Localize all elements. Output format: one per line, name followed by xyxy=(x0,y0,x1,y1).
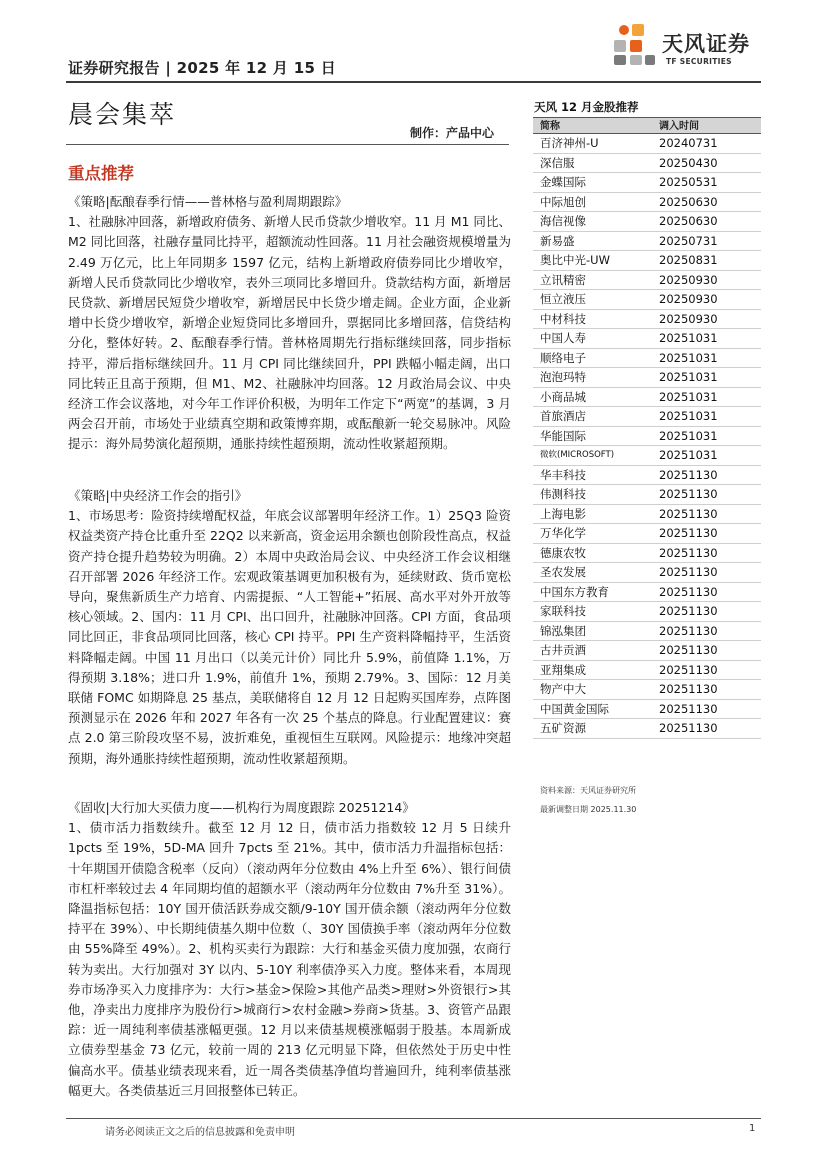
table-row xyxy=(533,641,761,661)
logo-icon xyxy=(610,20,658,68)
stock-name: 深信服 xyxy=(540,155,575,170)
entry-date: 20251130 xyxy=(659,487,718,501)
stock-name: 中国黄金国际 xyxy=(540,701,609,716)
table-row xyxy=(533,602,761,622)
entry-date: 20251130 xyxy=(659,565,718,579)
stock-name: 中材科技 xyxy=(540,311,586,326)
entry-date: 20251130 xyxy=(659,506,718,521)
article-title: 《策略|酝酿春季行情——普林格与盈利周期跟踪》 xyxy=(68,194,348,209)
table-row xyxy=(533,271,761,291)
table-row xyxy=(533,622,761,642)
entry-date: 20251130 xyxy=(659,467,718,482)
entry-date: 20251031 xyxy=(659,331,718,345)
article-body: 1、债市活力指数续升。截至 12 月 12 日，债市活力指数较 12 月 5 日续升 1pcts 至 19%，5D-MA 回升 7pcts 至 21%。其中，债市活力升温指标包括：十年期国开债隐含税率（反向）（滚动两年分位数由 4%上升至 6%）、银行间债市杠杆率较过去 4 年同期均值的超额水平（滚动两年分位数由 7%升至 31%）。降温指标包括：10Y 国开债活跃券成交额/9-10Y 国开债余额（滚动两年分位数持平在 39%）、中长期纯债基久期中位数（、30Y 国债换手率（滚动两年分位数由 55%降至 49%）。2、机构买卖行为跟踪：大行和基金买债力度加强，农商行转为卖出。大行加强对 3Y 以内、5-10Y 利率债净买入力度。整体来看，本周现券市场净买入力度排序为：大行>基金>保险>其他产品类>理财>外资银行>其他，净卖出力度排序为股份行>城商行>农村金融>券商>货基。3、资管产品跟踪：近一周纯利率债基涨幅更强。12 月以来债基规模涨幅弱于股基。本周新成立债券型基金 73 亿元，较前一周的 213 亿元明显下降，但依然处于历史中性偏高水平。债基业绩表现来看，近一周各类债基净值均普遍回升，纯利率债基涨幅更大。各类债基近三月回报整体已转正。 xyxy=(68,820,511,1098)
stock-name: 小商品城 xyxy=(540,389,586,404)
table-row xyxy=(533,407,761,427)
stock-name: 奥比中光-UW xyxy=(540,253,610,267)
table-row xyxy=(533,290,761,310)
column-header-date: 调入时间 xyxy=(659,121,699,132)
article-body: 1、社融脉冲回落，新增政府债务、新增人民币贷款少增收窄。11 月 M1 同比、M2 同比回落，社融存量同比持平，超额流动性回落。11 月社会融资规模增量为 2.49 万亿元，比上年同期多 1597 亿元，结构上新增政府债券同比少增收窄，新增人民币贷款同比少增收窄，表外三项同比多增回升。贷款结构方面，新增居民贷款、新增居民短贷少增收窄，新增居民中长贷少增走阔。企业方面，企业新增中长贷少增收窄，新增企业短贷同比多增回升，票据同比多增回落，信贷结构分化，整体好转。2、酝酿春季行情。普林格周期先行指标继续回落，同步指标持平，滞后指标继续回升。11 月 CPI 同比继续回升，PPI 跌幅小幅走阔，出口同比转正且高于预期，但 M1、M2、社融脉冲均回落。12 月政治局会议、中央经济工作会议落地，对今年工作评价积极，为明年工作定下“两宽”的基调，3 月两会召开前，市场处于业绩真空期和政策博弈期，或酝酿新一轮交易脉冲。风险提示：海外局势演化超预期，通胀持续性超预期，流动性收紧超预期。 xyxy=(68,214,511,452)
article-body: 1、市场思考：险资持续增配权益，年底会议部署明年经济工作。1）25Q3 险资权益类资产持仓比重升至 22Q2 以来新高，资金运用余额也创阶段性高点，权益资产持仓提升趋势较为明确。2）本周中央政治局会议、中央经济工作会议相继召开部署 2026 年经济工作。宏观政策基调更加积极有为，延续财政、货币宽松导向，聚焦新质生产力培育、内需提振、“人工智能+”拓展、高水平对外开放等核心领域。2、国内：11 月 CPI、出口回升，社融脉冲回落。CPI 方面，食品项同比回正，非食品项同比回落，核心 CPI 持平。PPI 生产资料降幅持平，生活资料降幅走阔。中国 11 月出口（以美元计价）同比升 5.9%，前值降 1.1%，万得预期 3.18%；进口升 1.9%，前值升 1%，预期 2.79%。3、国际：12 月美联储 FOMC 如期降息 25 基点，美联储将自 12 月 12 日起购买国库券，点阵图预测显示在 2026 年和 2027 年各有一次 25 个基点的降息。行业配置建议：赛点 2.0 第三阶段攻坚不易，波折难免，重视恒生互联网。风险提示：地缘冲突超预期，海外通胀持续性超预期，流动性收紧超预期。 xyxy=(68,508,511,766)
article-3 xyxy=(68,798,511,1101)
stock-name: 泡泡玛特 xyxy=(540,370,586,384)
table-update-date: 最新调整日期 2025.11.30 xyxy=(540,805,637,814)
table-title: 天风 12 月金股推荐 xyxy=(534,100,639,114)
golden-stock-table xyxy=(533,98,761,739)
table-row xyxy=(533,544,761,564)
entry-date: 20250930 xyxy=(659,272,718,287)
stock-name: 万华化学 xyxy=(540,526,586,540)
entry-date: 20250531 xyxy=(659,175,718,189)
stock-name: 中国人寿 xyxy=(540,331,586,345)
stock-name: 伟测科技 xyxy=(540,487,586,501)
stock-name: 五矿资源 xyxy=(540,721,586,735)
entry-date: 20250630 xyxy=(659,214,718,228)
entry-date: 20251130 xyxy=(659,604,718,618)
page-number: 1 xyxy=(749,1123,756,1134)
disclaimer: 请务必阅读正文之后的信息披露和免责申明 xyxy=(105,1127,295,1138)
producer-label: 制作：产品中心 xyxy=(410,126,495,140)
table-row xyxy=(533,427,761,447)
stock-name: 物产中大 xyxy=(540,682,586,696)
entry-date: 20250430 xyxy=(659,155,718,170)
table-row xyxy=(533,154,761,174)
article-title: 《策略|中央经济工作会的指引》 xyxy=(68,488,248,503)
table-row xyxy=(533,466,761,486)
entry-date: 20240731 xyxy=(659,136,718,150)
table-row xyxy=(533,212,761,232)
entry-date: 20251130 xyxy=(659,584,718,599)
entry-date: 20250630 xyxy=(659,194,718,209)
stock-name: 立讯精密 xyxy=(540,272,586,287)
stock-name: 新易盛 xyxy=(540,233,575,248)
table-row xyxy=(533,680,761,700)
entry-date: 20251031 xyxy=(659,409,718,423)
entry-date: 20251130 xyxy=(659,662,718,677)
stock-name: 金蝶国际 xyxy=(540,175,586,189)
table-row xyxy=(533,329,761,349)
table-row xyxy=(533,368,761,388)
entry-date: 20250831 xyxy=(659,253,718,267)
company-logo xyxy=(610,20,760,72)
entry-date: 20251130 xyxy=(659,643,718,657)
table-row xyxy=(533,661,761,681)
table-row xyxy=(533,563,761,583)
stock-name: 顺络电子 xyxy=(540,350,586,365)
table-row xyxy=(533,388,761,408)
stock-name: 海信视像 xyxy=(540,214,586,228)
entry-date: 20251031 xyxy=(659,389,718,404)
stock-name: 首旅酒店 xyxy=(540,409,586,423)
entry-date: 20251130 xyxy=(659,623,718,638)
logo-text-cn: 天风证券 xyxy=(662,32,750,56)
table-row xyxy=(533,505,761,525)
entry-date: 20251130 xyxy=(659,545,718,560)
table-row xyxy=(533,446,761,466)
stock-name: 德康农牧 xyxy=(540,545,586,560)
table-row xyxy=(533,193,761,213)
stock-name: 微软(MICROSOFT) xyxy=(540,450,615,460)
table-row xyxy=(533,700,761,720)
column-header-name: 简称 xyxy=(540,121,560,132)
document-title: 晨会集萃 xyxy=(68,100,177,129)
logo-text-en: TF SECURITIES xyxy=(666,57,732,66)
table-row xyxy=(533,134,761,154)
stock-name: 中际旭创 xyxy=(540,194,586,209)
table-row xyxy=(533,349,761,369)
footer-divider xyxy=(66,1118,761,1119)
entry-date: 20250930 xyxy=(659,311,718,326)
table-row xyxy=(533,232,761,252)
table-row xyxy=(533,310,761,330)
entry-date: 20250930 xyxy=(659,292,718,306)
stock-name: 华丰科技 xyxy=(540,467,586,482)
entry-date: 20251130 xyxy=(659,701,718,716)
article-title: 《固收|大行加大买债力度——机构行为周度跟踪 20251214》 xyxy=(68,800,415,815)
entry-date: 20251031 xyxy=(659,350,718,365)
stock-name: 古井贡酒 xyxy=(540,643,586,657)
stock-name: 百济神州-U xyxy=(540,136,599,150)
entry-date: 20251130 xyxy=(659,682,718,696)
stock-name: 家联科技 xyxy=(540,604,586,618)
title-divider xyxy=(66,144,509,145)
stock-name: 中国东方教育 xyxy=(540,584,609,599)
table-row xyxy=(533,173,761,193)
entry-date: 20251130 xyxy=(659,721,718,735)
stock-name: 圣农发展 xyxy=(540,565,586,579)
stock-name: 锦泓集团 xyxy=(540,623,586,638)
entry-date: 20251130 xyxy=(659,526,718,540)
stock-name: 亚翔集成 xyxy=(540,662,586,677)
entry-date: 20251031 xyxy=(659,428,718,443)
stock-name: 华能国际 xyxy=(540,428,586,443)
section-heading: 重点推荐 xyxy=(68,164,134,183)
article-2 xyxy=(68,486,511,769)
stock-name: 上海电影 xyxy=(540,506,586,521)
report-header: 证券研究报告 | 2025 年 12 月 15 日 xyxy=(68,59,337,77)
entry-date: 20251031 xyxy=(659,448,718,462)
table-row xyxy=(533,719,761,739)
table-row xyxy=(533,583,761,603)
article-1 xyxy=(68,192,511,455)
table-row xyxy=(533,524,761,544)
header-divider xyxy=(66,81,761,83)
table-row xyxy=(533,485,761,505)
entry-date: 20251031 xyxy=(659,370,718,384)
table-row xyxy=(533,251,761,271)
stock-name: 恒立液压 xyxy=(540,292,586,306)
table-header xyxy=(533,117,761,134)
entry-date: 20250731 xyxy=(659,233,718,248)
table-source: 资料来源：天风证券研究所 xyxy=(540,786,636,795)
